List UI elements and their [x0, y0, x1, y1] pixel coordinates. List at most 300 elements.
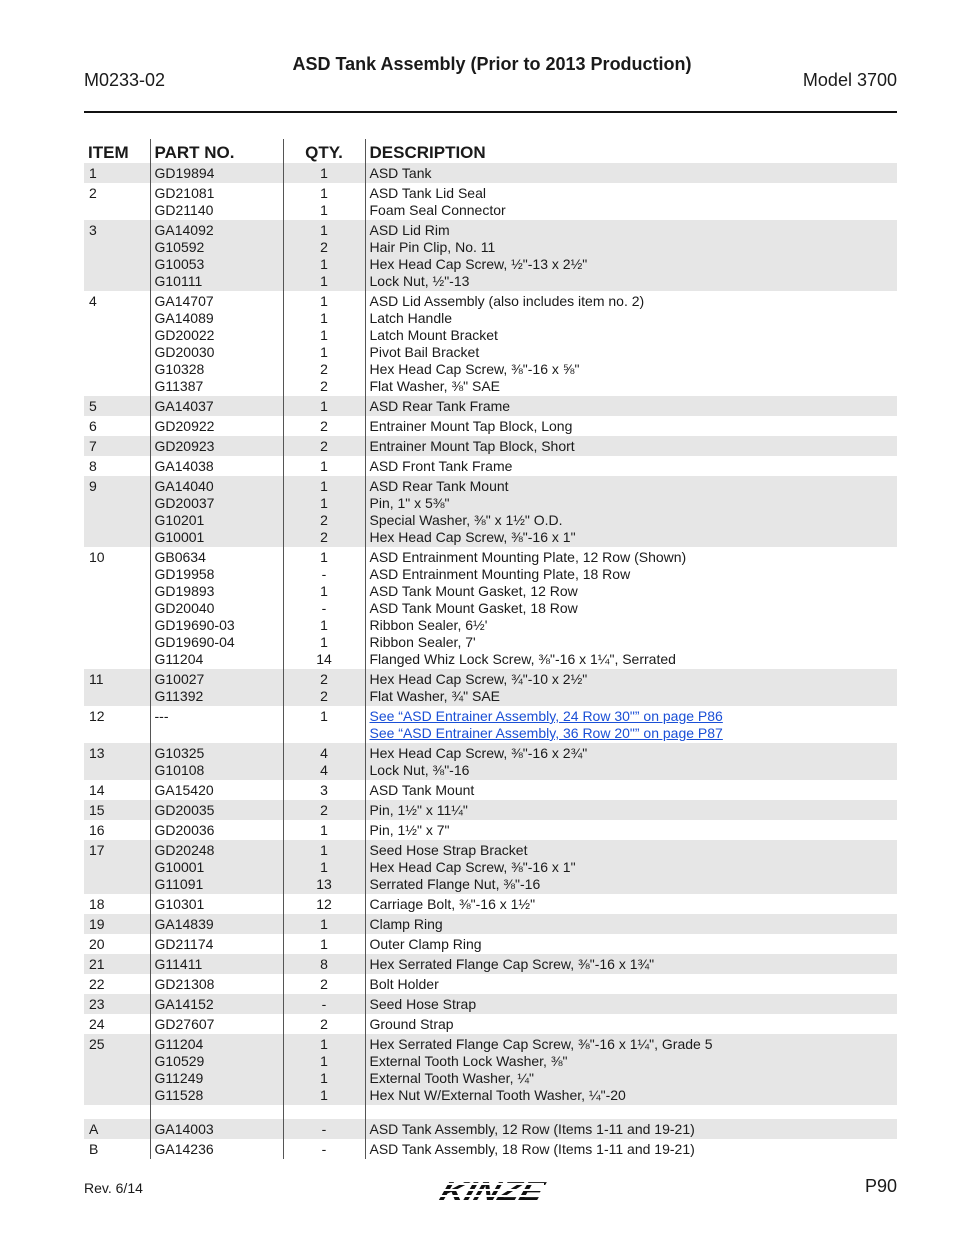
table-row: [84, 934, 897, 954]
table-row: [84, 436, 897, 456]
parts-table: [84, 139, 897, 1159]
description: Hex Serrated Flange Cap Screw, ⅜"-16 x 1¼", Grade 5: [369, 1036, 713, 1052]
part-number: GA14236: [154, 1141, 214, 1157]
item-number: 24: [89, 1016, 105, 1032]
quantity: 14: [316, 651, 332, 667]
description: Pin, 1" x 5⅜": [369, 495, 450, 511]
part-number: G10001: [154, 529, 205, 545]
quantity-cell: [283, 183, 365, 220]
quantity: 2: [320, 1016, 328, 1032]
description: Ribbon Sealer, 7': [369, 634, 476, 650]
part-number: GA14003: [154, 1121, 214, 1137]
part-number: G10529: [154, 1053, 205, 1069]
item-number: 8: [89, 458, 97, 474]
column-header-qty: QTY.: [283, 139, 365, 163]
description: ASD Lid Rim: [369, 222, 450, 238]
part-number: GD20036: [154, 822, 215, 838]
part-number: G11204: [154, 1036, 204, 1052]
description: ASD Lid Assembly (also includes item no. 2): [369, 293, 645, 309]
quantity: 2: [320, 688, 328, 704]
part-number: ---: [154, 708, 169, 724]
quantity: 1: [320, 310, 328, 326]
description: Special Washer, ⅜" x 1½" O.D.: [369, 512, 563, 528]
part-number: G11411: [154, 956, 203, 972]
quantity-cell: [283, 1034, 365, 1105]
item-number: 21: [84, 954, 150, 974]
table-row: [84, 163, 897, 183]
table-row: [84, 1139, 897, 1159]
quantity-cell: [283, 396, 365, 416]
part-number: GD20040: [154, 600, 215, 616]
table-row: [84, 914, 897, 934]
quantity-cell: [283, 547, 365, 669]
item-number: 11: [84, 669, 150, 706]
description: Lock Nut, ⅜"-16: [369, 762, 470, 778]
description: Latch Handle: [369, 310, 453, 326]
item-number: 7: [84, 436, 150, 456]
quantity: 1: [320, 549, 328, 565]
quantity: 1: [320, 185, 328, 201]
description: Bolt Holder: [369, 976, 439, 992]
part-number-cell: [150, 456, 283, 476]
quantity: 1: [320, 495, 328, 511]
part-number: GD21174: [154, 936, 214, 952]
description: ASD Tank Mount Gasket, 12 Row: [369, 583, 578, 599]
part-number-cell: [150, 954, 283, 974]
description: Seed Hose Strap Bracket: [369, 842, 528, 858]
table-row: [84, 743, 897, 780]
item-number: 1: [84, 163, 150, 183]
quantity-cell: [283, 780, 365, 800]
part-number-cell: [150, 780, 283, 800]
description: Serrated Flange Nut, ⅜"-16: [369, 876, 541, 892]
quantity-cell: [283, 820, 365, 840]
description: Flat Washer, ¾" SAE: [369, 688, 500, 704]
header-rule: [84, 111, 897, 113]
revision-label: Rev. 6/14: [84, 1180, 143, 1196]
part-number: GD20248: [154, 842, 215, 858]
part-number: GD19690-03: [154, 617, 235, 633]
description-cell: [365, 1014, 897, 1034]
description-cell: [365, 994, 897, 1014]
table-row: [84, 706, 897, 743]
part-number-cell: [150, 291, 283, 396]
part-number-cell: [150, 416, 283, 436]
part-number: GD21308: [154, 976, 215, 992]
part-number: GA14839: [154, 916, 214, 932]
table-row: [84, 1119, 897, 1139]
table-row: [84, 1014, 897, 1034]
description: Hex Head Cap Screw, ½"-13 x 2½": [369, 256, 588, 272]
part-number-cell: [150, 476, 283, 547]
quantity: 1: [320, 583, 328, 599]
quantity-cell: [283, 994, 365, 1014]
part-number-cell: [150, 706, 283, 743]
column-header-description: DESCRIPTION: [365, 139, 897, 163]
description: ASD Tank Assembly, 18 Row (Items 1-11 and 19-21): [369, 1141, 695, 1157]
description: Outer Clamp Ring: [369, 936, 482, 952]
table-row: [84, 396, 897, 416]
item-number: 25: [84, 1034, 150, 1105]
quantity: -: [321, 600, 327, 616]
quantity-cell: [283, 934, 365, 954]
description-cell: [365, 914, 897, 934]
part-number: GD27607: [154, 1016, 215, 1032]
quantity: 1: [320, 936, 328, 952]
quantity: 1: [320, 202, 328, 218]
item-number: 4: [89, 293, 97, 309]
description: Flat Washer, ⅜" SAE: [369, 378, 500, 394]
quantity: 1: [320, 478, 328, 494]
spacer-cell: [283, 1105, 365, 1119]
quantity: 4: [320, 762, 328, 778]
spacer-cell: [150, 1105, 283, 1119]
cross-reference-link[interactable]: See “ASD Entrainer Assembly, 36 Row 20"” on page P87: [369, 725, 723, 741]
item-number: 10: [89, 549, 105, 565]
table-row: [84, 800, 897, 820]
item-number: 20: [89, 936, 105, 952]
part-number: GD19894: [154, 165, 215, 181]
part-number: GD20922: [154, 418, 215, 434]
description-cell: [365, 894, 897, 914]
quantity-cell: [283, 706, 365, 743]
part-number-cell: [150, 1139, 283, 1159]
table-row: [84, 183, 897, 220]
description-cell: [365, 1034, 897, 1105]
quantity-cell: [283, 163, 365, 183]
part-number: GA14092: [154, 222, 214, 238]
part-number-cell: [150, 436, 283, 456]
quantity: -: [321, 1121, 327, 1137]
item-number: 16: [89, 822, 105, 838]
quantity: 1: [320, 1053, 328, 1069]
part-number: G11249: [154, 1070, 204, 1086]
quantity-cell: [283, 840, 365, 894]
kinze-logo: [432, 1176, 552, 1206]
column-header-item: ITEM: [88, 143, 129, 162]
quantity: 1: [320, 273, 328, 289]
quantity: 1: [320, 859, 328, 875]
quantity: 1: [320, 916, 328, 932]
table-row: [84, 894, 897, 914]
description: ASD Tank: [369, 165, 432, 181]
quantity-cell: [283, 476, 365, 547]
description: Ribbon Sealer, 6½': [369, 617, 488, 633]
quantity: 2: [320, 671, 328, 687]
item-number: 5: [84, 396, 150, 416]
description-cell: [365, 800, 897, 820]
description: Pin, 1½" x 11¼": [369, 802, 468, 818]
part-number: GD19690-04: [154, 634, 235, 650]
description: Ground Strap: [369, 1016, 454, 1032]
page-number: P90: [864, 1176, 897, 1196]
part-number-cell: [150, 800, 283, 820]
table-row: [84, 669, 897, 706]
part-number: GD20030: [154, 344, 215, 360]
part-number: G11204: [154, 651, 204, 667]
table-row: [84, 456, 897, 476]
description: Flanged Whiz Lock Screw, ⅜"-16 x 1¼", Serrated: [369, 651, 676, 667]
quantity-cell: [283, 456, 365, 476]
quantity: 1: [320, 1087, 328, 1103]
quantity-cell: [283, 914, 365, 934]
description: Carriage Bolt, ⅜"-16 x 1½": [369, 896, 536, 912]
page-title: ASD Tank Assembly (Prior to 2013 Production): [292, 54, 692, 74]
item-number: A: [84, 1119, 150, 1139]
quantity-cell: [283, 291, 365, 396]
quantity: -: [321, 1141, 327, 1157]
quantity-cell: [283, 220, 365, 291]
part-number-cell: [150, 743, 283, 780]
table-row: [84, 416, 897, 436]
part-number-cell: [150, 220, 283, 291]
quantity: 1: [320, 822, 328, 838]
spacer-cell: [365, 1105, 897, 1119]
part-number: GD19958: [154, 566, 215, 582]
quantity: 2: [320, 438, 328, 454]
description-cell: [365, 416, 897, 436]
description: Hex Head Cap Screw, ⅜"-16 x 1": [369, 529, 576, 545]
quantity: 1: [320, 1070, 328, 1086]
quantity-cell: [283, 800, 365, 820]
description-cell: [365, 974, 897, 994]
part-number: G10301: [154, 896, 205, 912]
part-number-cell: [150, 163, 283, 183]
quantity: 2: [320, 512, 328, 528]
part-number-cell: [150, 974, 283, 994]
description-cell: [365, 476, 897, 547]
table-row: [84, 547, 897, 669]
part-number: G10027: [154, 671, 205, 687]
item-number: 9: [84, 476, 150, 547]
part-number-cell: [150, 894, 283, 914]
part-number-cell: [150, 1034, 283, 1105]
part-number: G11387: [154, 378, 204, 394]
part-number: GD20022: [154, 327, 215, 343]
part-number: G10111: [154, 273, 203, 289]
quantity: 3: [320, 782, 328, 798]
quantity: 1: [320, 344, 328, 360]
item-number: 2: [89, 185, 97, 201]
column-header-part: PART NO.: [150, 139, 283, 163]
description: Hex Head Cap Screw, ⅜"-16 x 2¾": [369, 745, 588, 761]
part-number: GD19893: [154, 583, 215, 599]
part-number-cell: [150, 840, 283, 894]
description: ASD Entrainment Mounting Plate, 12 Row (Shown): [369, 549, 687, 565]
table-row: [84, 994, 897, 1014]
table-row: [84, 954, 897, 974]
quantity: 2: [320, 529, 328, 545]
document-number: M0233-02: [84, 70, 166, 90]
description: Foam Seal Connector: [369, 202, 506, 218]
cross-reference-link[interactable]: See “ASD Entrainer Assembly, 24 Row 30"” on page P86: [369, 708, 723, 724]
quantity: -: [321, 566, 327, 582]
quantity-cell: [283, 669, 365, 706]
description: External Tooth Washer, ¼": [369, 1070, 534, 1086]
part-number: GA14037: [154, 398, 214, 414]
item-number: 6: [89, 418, 97, 434]
part-number: GD21081: [154, 185, 215, 201]
part-number-cell: [150, 914, 283, 934]
spacer-row: [84, 1105, 897, 1119]
quantity: 1: [320, 842, 328, 858]
part-number: GA14089: [154, 310, 214, 326]
description: Pivot Bail Bracket: [369, 344, 480, 360]
logo-text: KINZE: [436, 1176, 524, 1206]
table-row: [84, 820, 897, 840]
quantity: 1: [320, 708, 328, 724]
description: ASD Tank Assembly, 12 Row (Items 1-11 and 19-21): [369, 1121, 695, 1137]
quantity-cell: [283, 974, 365, 994]
item-number: 13: [84, 743, 150, 780]
description: External Tooth Lock Washer, ⅜": [369, 1053, 568, 1069]
part-number: GA14152: [154, 996, 214, 1012]
table-row: [84, 1034, 897, 1105]
part-number-cell: [150, 1014, 283, 1034]
quantity: 1: [320, 1036, 328, 1052]
item-number: 18: [89, 896, 105, 912]
quantity: 8: [320, 956, 328, 972]
description: ASD Tank Mount Gasket, 18 Row: [369, 600, 578, 616]
description-cell: [365, 436, 897, 456]
quantity: 2: [320, 418, 328, 434]
item-number: B: [89, 1141, 99, 1157]
item-number: 3: [84, 220, 150, 291]
description: ASD Tank Mount: [369, 782, 475, 798]
quantity: 1: [320, 293, 328, 309]
spacer-cell: [84, 1105, 150, 1119]
table-row: [84, 291, 897, 396]
quantity: 1: [320, 634, 328, 650]
quantity-cell: [283, 894, 365, 914]
description: ASD Front Tank Frame: [369, 458, 513, 474]
description-cell: [365, 840, 897, 894]
part-number: GB0634: [154, 549, 206, 565]
part-number: G10325: [154, 745, 205, 761]
description: Entrainer Mount Tap Block, Short: [369, 438, 575, 454]
part-number: G11528: [154, 1087, 204, 1103]
quantity-cell: [283, 436, 365, 456]
part-number: G10001: [154, 859, 205, 875]
model-name: Model 3700: [802, 70, 897, 90]
part-number: GD20923: [154, 438, 215, 454]
description-cell: [365, 820, 897, 840]
description: ASD Rear Tank Frame: [369, 398, 511, 414]
description-cell: [365, 220, 897, 291]
part-number: GA15420: [154, 782, 214, 798]
part-number-cell: [150, 396, 283, 416]
description-cell: [365, 291, 897, 396]
part-number: G10201: [154, 512, 205, 528]
part-number-cell: [150, 183, 283, 220]
part-number-cell: [150, 669, 283, 706]
table-row: [84, 476, 897, 547]
part-number: G10592: [154, 239, 205, 255]
description-cell: [365, 456, 897, 476]
quantity: 1: [320, 327, 328, 343]
part-number-cell: [150, 934, 283, 954]
description: Clamp Ring: [369, 916, 443, 932]
quantity-cell: [283, 954, 365, 974]
description-cell: [365, 1139, 897, 1159]
item-number: 23: [84, 994, 150, 1014]
description: Latch Mount Bracket: [369, 327, 498, 343]
quantity: 2: [320, 361, 328, 377]
description-cell: [365, 1119, 897, 1139]
item-number: 12: [89, 708, 105, 724]
part-number: G10108: [154, 762, 205, 778]
quantity: 12: [316, 896, 332, 912]
quantity: 2: [320, 802, 328, 818]
table-row: [84, 780, 897, 800]
part-number: GD21140: [154, 202, 214, 218]
quantity: 1: [320, 458, 328, 474]
table-row: [84, 974, 897, 994]
item-number: 14: [89, 782, 105, 798]
part-number-cell: [150, 1119, 283, 1139]
part-number-cell: [150, 820, 283, 840]
description-cell: [365, 706, 897, 743]
description-cell: [365, 743, 897, 780]
description: Hex Head Cap Screw, ¾"-10 x 2½": [369, 671, 588, 687]
description: Seed Hose Strap: [369, 996, 477, 1012]
description-cell: [365, 183, 897, 220]
quantity-cell: [283, 1119, 365, 1139]
part-number: GA14707: [154, 293, 214, 309]
part-number-cell: [150, 994, 283, 1014]
description: ASD Tank Lid Seal: [369, 185, 486, 201]
description: Hex Nut W/External Tooth Washer, ¼"-20: [369, 1087, 626, 1103]
quantity: 1: [320, 165, 328, 181]
part-number: G11392: [154, 688, 204, 704]
table-row: [84, 220, 897, 291]
table-header-row: [84, 139, 897, 163]
part-number-cell: [150, 547, 283, 669]
part-number: G10328: [154, 361, 205, 377]
part-number: GD20035: [154, 802, 215, 818]
quantity: 13: [316, 876, 332, 892]
quantity-cell: [283, 1014, 365, 1034]
quantity: 2: [320, 378, 328, 394]
part-number: GA14038: [154, 458, 214, 474]
description-cell: [365, 934, 897, 954]
description: Hex Head Cap Screw, ⅜"-16 x 1": [369, 859, 576, 875]
description-cell: [365, 669, 897, 706]
quantity: 1: [320, 398, 328, 414]
quantity: 1: [320, 617, 328, 633]
description: Hex Serrated Flange Cap Screw, ⅜"-16 x 1¾": [369, 956, 655, 972]
quantity: 1: [320, 222, 328, 238]
description: Pin, 1½" x 7": [369, 822, 450, 838]
quantity-cell: [283, 1139, 365, 1159]
item-number: 19: [84, 914, 150, 934]
description-cell: [365, 780, 897, 800]
description: Hex Head Cap Screw, ⅜"-16 x ⅝": [369, 361, 580, 377]
quantity: 2: [320, 976, 328, 992]
part-number: G10053: [154, 256, 205, 272]
description: ASD Entrainment Mounting Plate, 18 Row: [369, 566, 631, 582]
description-cell: [365, 163, 897, 183]
part-number: GA14040: [154, 478, 214, 494]
quantity-cell: [283, 743, 365, 780]
description: ASD Rear Tank Mount: [369, 478, 509, 494]
item-number: 22: [89, 976, 105, 992]
quantity: 4: [320, 745, 328, 761]
item-number: 15: [84, 800, 150, 820]
description-cell: [365, 396, 897, 416]
description-cell: [365, 547, 897, 669]
quantity-cell: [283, 416, 365, 436]
